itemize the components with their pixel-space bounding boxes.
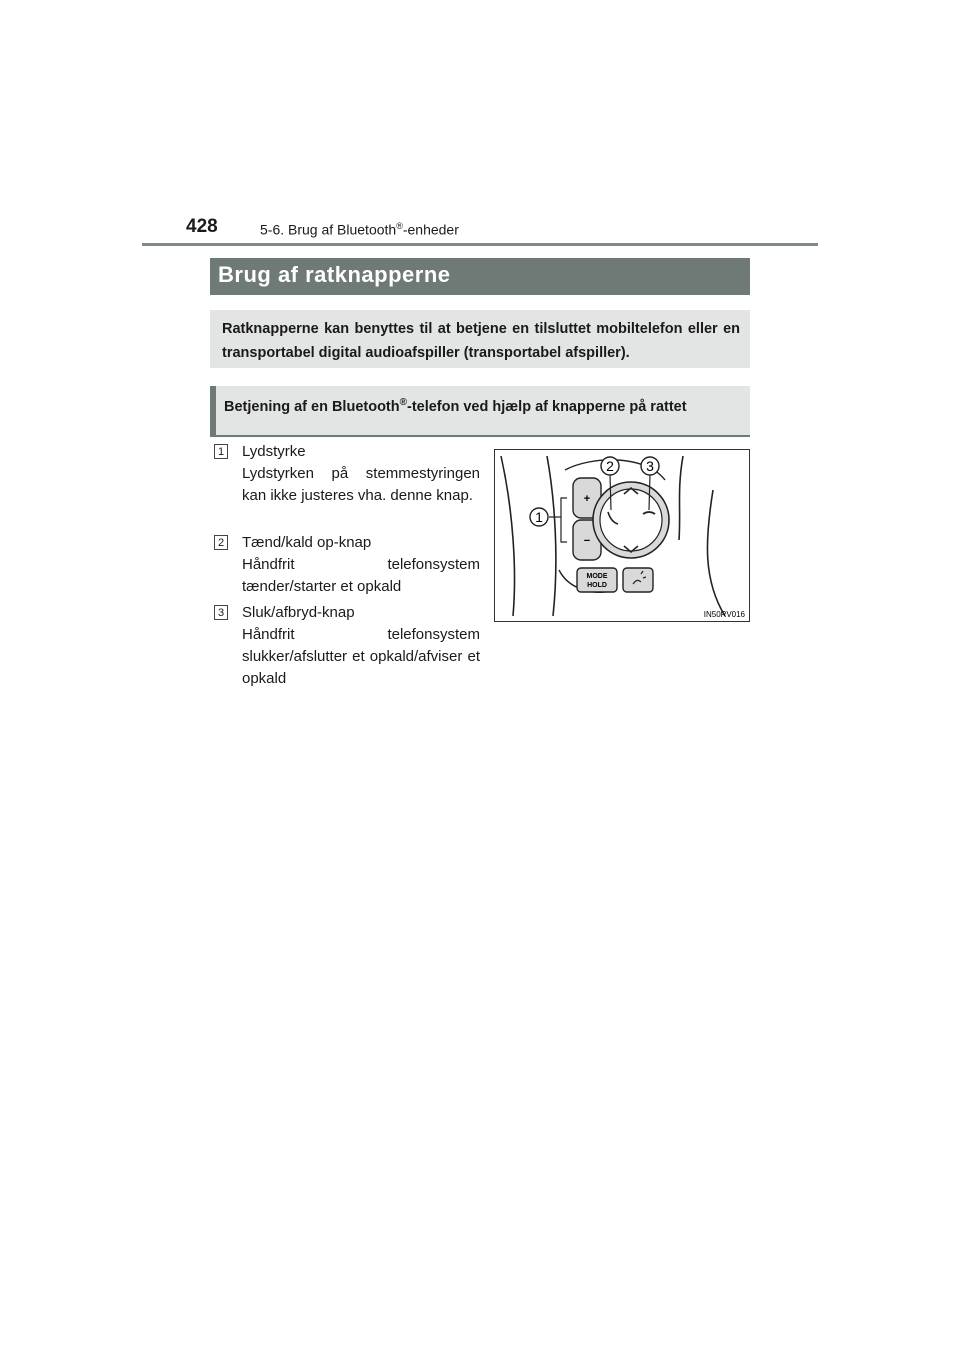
callout-bracket	[561, 498, 567, 542]
item-title: Lydstyrke	[242, 443, 306, 460]
mode-button-label: MODE	[586, 573, 608, 580]
wheel-rim-left	[501, 456, 515, 616]
item-description: Håndfrit telefonsystem tænder/starter et opkald	[242, 556, 480, 595]
steering-switch-drawing	[495, 450, 749, 621]
item-number-badge: 2	[214, 535, 228, 550]
control-pad-inner	[600, 489, 662, 551]
list-item-on-call	[214, 532, 480, 598]
callout-label-3: 3	[646, 458, 654, 474]
item-number-badge: 1	[214, 444, 228, 459]
item-description: Lydstyrken på stemmestyringen kan ikke justeres vha. denne knap.	[242, 465, 480, 504]
header-rule	[142, 243, 818, 246]
item-description: Håndfrit telefonsystem slukker/afslutter et opkald/afviser et opkald	[242, 626, 480, 687]
subsection-heading-part2: -telefon ved hjælp af knapperne på rattet	[406, 398, 687, 415]
subsection-heading-part1: Betjening af en Bluetooth	[224, 398, 400, 415]
item-number-badge: 3	[214, 605, 228, 620]
steering-switch-illustration	[494, 449, 750, 622]
breadcrumb	[260, 221, 459, 238]
callout-label-1: 1	[535, 509, 543, 525]
callout-label-2: 2	[606, 458, 614, 474]
list-item-off-end	[214, 602, 480, 690]
subsection-heading	[210, 386, 750, 437]
page-number: 428	[186, 216, 218, 237]
registered-mark: ®	[396, 221, 403, 231]
volume-plus-label: +	[583, 493, 591, 505]
section-intro: Ratknapperne kan benyttes til at betjene en tilsluttet mobiltelefon eller en transportabel digital audioafspiller (transportabel afspiller).	[210, 310, 750, 368]
wheel-rim-right	[679, 456, 683, 540]
hold-button-label: HOLD	[587, 582, 607, 589]
figure-code: IN50RV016	[703, 610, 745, 619]
breadcrumb-suffix: -enheder	[402, 221, 459, 238]
section-title: Brug af ratknapperne	[210, 258, 750, 295]
wheel-rim-right-outer	[707, 490, 725, 616]
item-title: Sluk/afbryd-knap	[242, 604, 355, 621]
registered-mark: ®	[399, 397, 407, 408]
item-title: Tænd/kald op-knap	[242, 534, 372, 551]
list-item-volume	[214, 441, 480, 507]
breadcrumb-text: 5-6. Brug af Bluetooth	[260, 221, 397, 238]
wheel-rim-left-inner	[547, 456, 556, 616]
volume-minus-label: −	[583, 535, 591, 547]
